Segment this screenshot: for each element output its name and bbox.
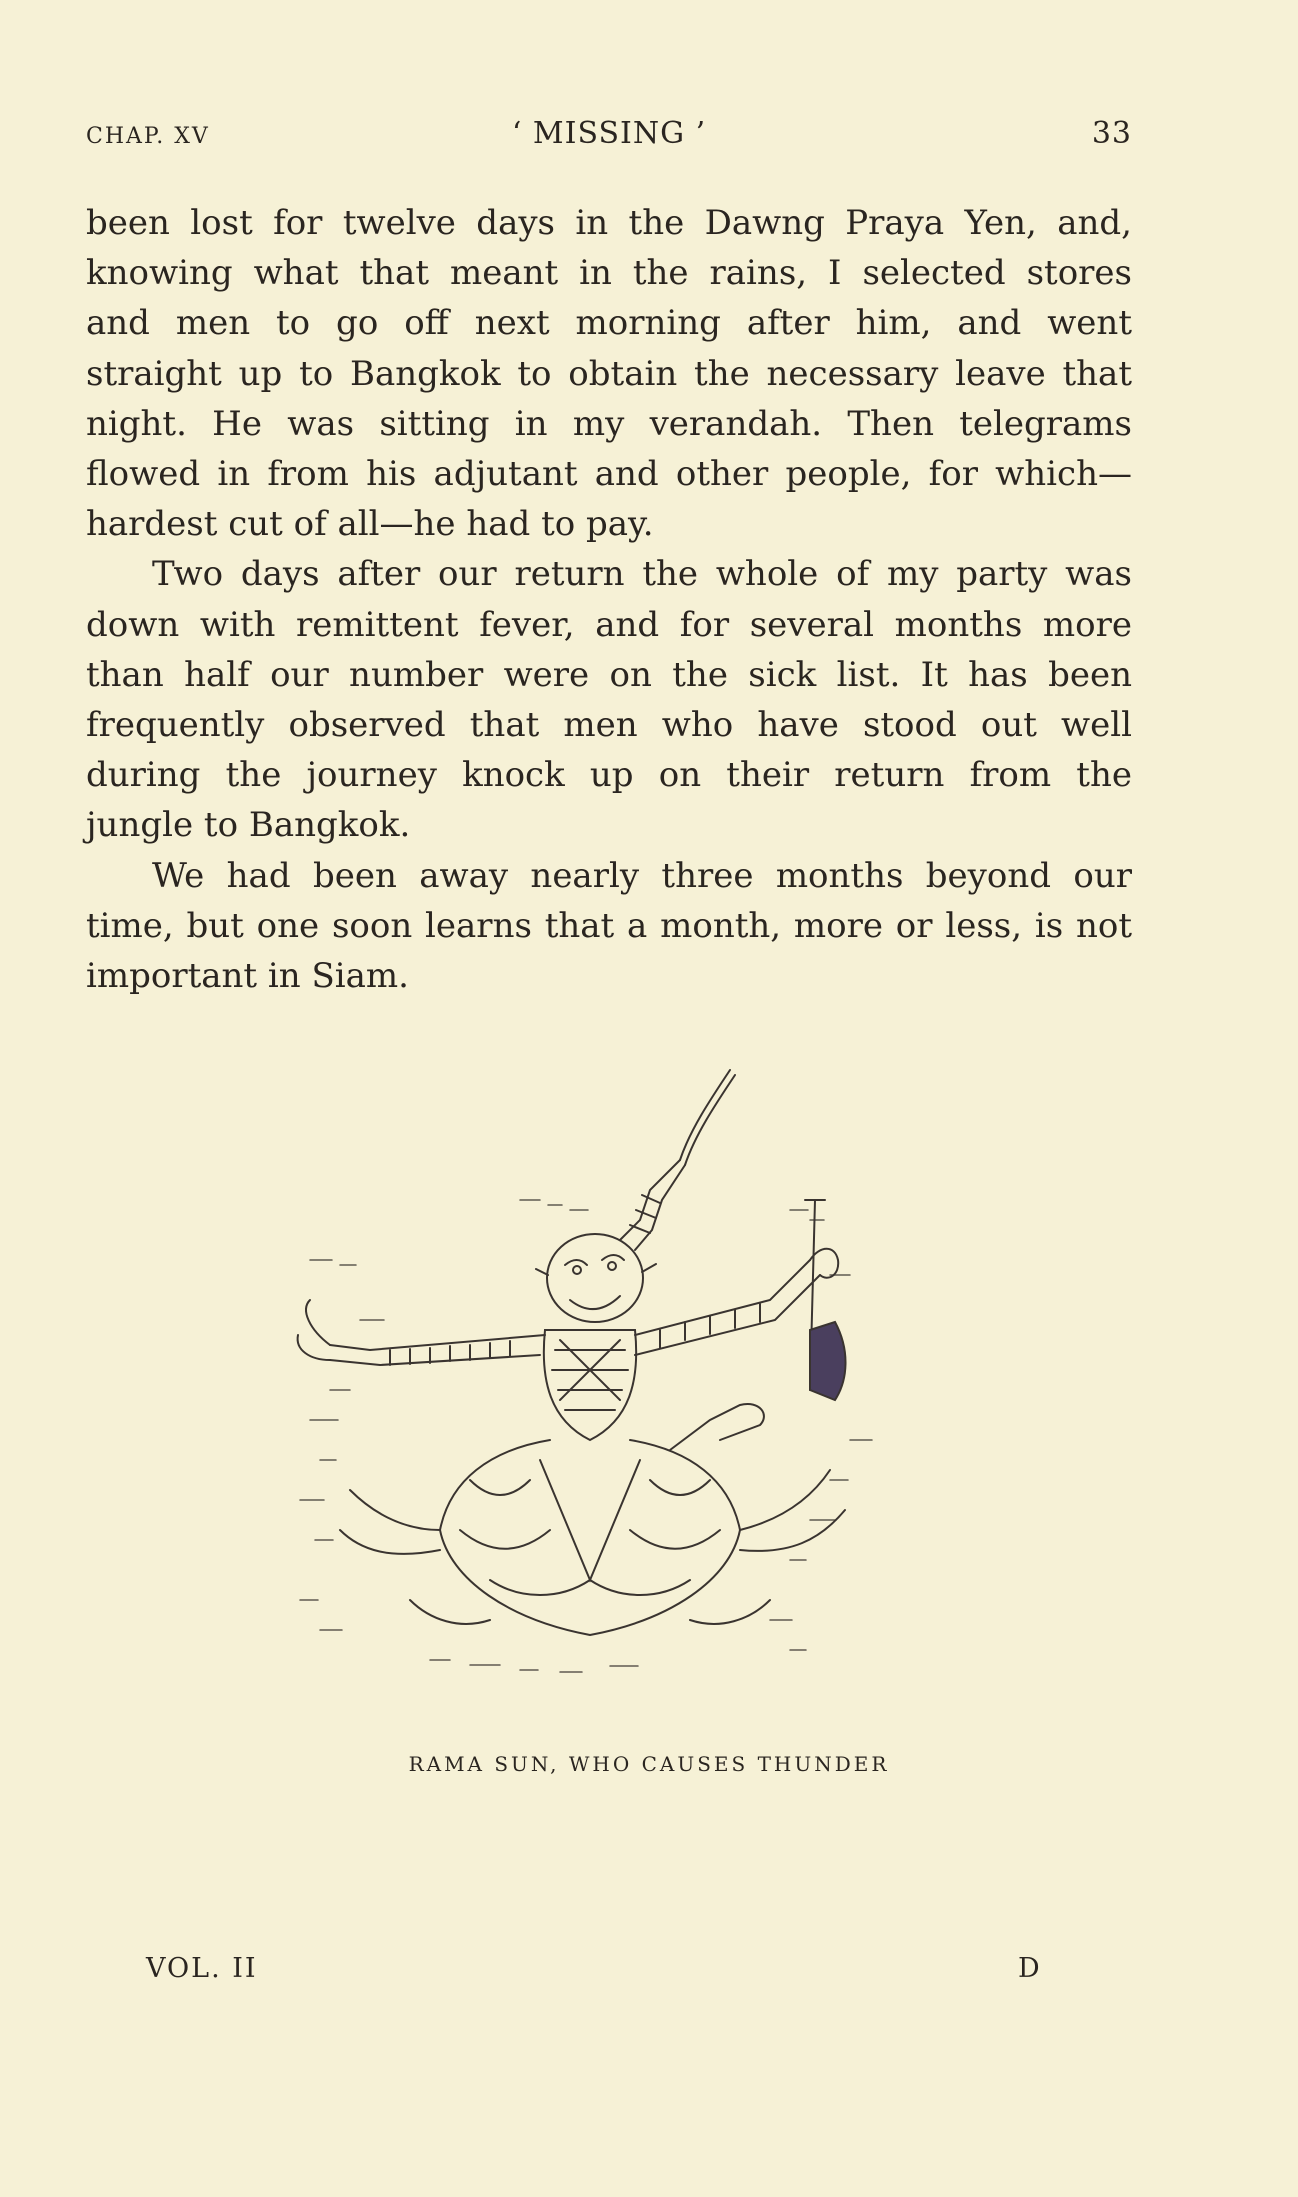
text-line: flowed in from his adjutant and other people, for which— (86, 454, 1132, 495)
rama-sun-drawing (290, 1060, 910, 1720)
text-line: Two days after our return the whole of my party was (152, 554, 1132, 595)
running-header (86, 116, 1132, 156)
text-line: during the journey knock up on their return from the (86, 755, 1132, 796)
text-line: We had been away nearly three months beyond our (152, 855, 1132, 896)
cloud-strokes (300, 1200, 872, 1672)
paragraph (86, 851, 1132, 1002)
text-line: than half our number were on the sick list. It has been (86, 654, 1132, 695)
running-title: ‘ MISSING ’ (511, 116, 707, 151)
text-line: been lost for twelve days in the Dawng Praya Yen, and, (86, 203, 1132, 243)
text-line: important in Siam. (86, 956, 409, 997)
paragraph (86, 198, 1132, 549)
text-line: time, but one soon learns that a month, more or less, is not (86, 905, 1132, 946)
text-line: down with remittent fever, and for several months more (86, 604, 1132, 645)
chapter-label: CHAP. XV (86, 124, 210, 149)
text-line: jungle to Bangkok. (86, 805, 411, 846)
illustration-rama-sun (290, 1060, 910, 1720)
body-text (86, 198, 1132, 1001)
paragraph (86, 549, 1132, 850)
text-line: and men to go off next morning after him, and went (86, 303, 1132, 344)
volume-label: VOL. II (146, 1953, 258, 1984)
signature-mark: D (1018, 1953, 1040, 1984)
text-line: hardest cut of all—he had to pay. (86, 504, 654, 545)
crown (620, 1070, 735, 1250)
text-line: night. He was sitting in my verandah. Then telegrams (86, 403, 1132, 444)
text-line: straight up to Bangkok to obtain the necessary leave that (86, 353, 1132, 394)
text-line: frequently observed that men who have stood out well (86, 705, 1132, 746)
axe-blade-icon (810, 1322, 846, 1400)
figure-caption: RAMA SUN, WHO CAUSES THUNDER (408, 1752, 890, 1776)
page-number: 33 (1091, 116, 1132, 151)
text-line: knowing what that meant in the rains, I selected stores (86, 253, 1132, 294)
